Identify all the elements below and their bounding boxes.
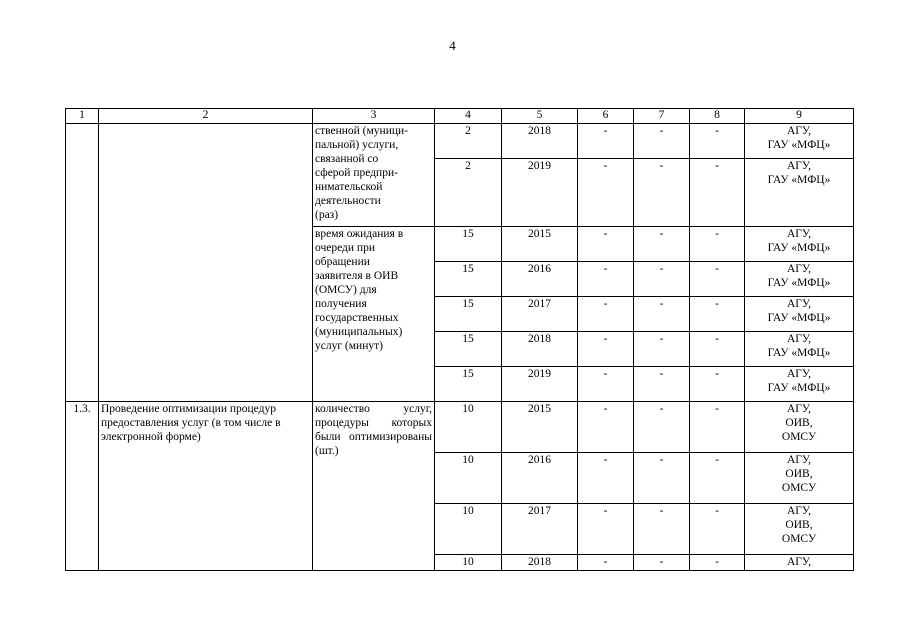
year-cell: 2016 xyxy=(502,262,578,297)
value-cell: - xyxy=(690,555,745,571)
executor-cell: АГУ, ГАУ «МФЦ» xyxy=(745,332,854,367)
executor-cell: АГУ, ОИВ, ОМСУ xyxy=(745,453,854,504)
value-cell: - xyxy=(578,227,634,262)
header-cell: 3 xyxy=(313,109,435,124)
value-cell: - xyxy=(690,262,745,297)
target-value-cell: 10 xyxy=(435,504,502,555)
target-value-cell: 10 xyxy=(435,555,502,571)
year-cell: 2017 xyxy=(502,297,578,332)
section-number-cell: 1.3. xyxy=(66,402,99,571)
value-cell: - xyxy=(634,367,690,402)
executor-cell: АГУ, ГАУ «МФЦ» xyxy=(745,159,854,227)
year-cell: 2018 xyxy=(502,124,578,159)
page-number: 4 xyxy=(449,38,456,53)
value-cell: - xyxy=(578,124,634,159)
number-cell xyxy=(66,124,99,402)
year-cell: 2019 xyxy=(502,367,578,402)
value-cell: - xyxy=(578,297,634,332)
target-value-cell: 15 xyxy=(435,227,502,262)
indicator-cell: ственной (муници- пальной) услуги, связанной со сферой предпри- нимательской деятельности (раз) xyxy=(313,124,435,227)
value-cell: - xyxy=(634,504,690,555)
executor-cell: АГУ, ГАУ «МФЦ» xyxy=(745,124,854,159)
value-cell: - xyxy=(634,555,690,571)
value-cell: - xyxy=(634,402,690,453)
measure-cell xyxy=(99,124,313,402)
table-row xyxy=(66,402,854,453)
target-value-cell: 2 xyxy=(435,159,502,227)
header-row xyxy=(66,109,854,124)
value-cell: - xyxy=(690,402,745,453)
value-cell: - xyxy=(634,227,690,262)
header-cell: 4 xyxy=(435,109,502,124)
table-row xyxy=(66,124,854,159)
header-cell: 5 xyxy=(502,109,578,124)
value-cell: - xyxy=(690,227,745,262)
value-cell: - xyxy=(578,555,634,571)
value-cell: - xyxy=(634,453,690,504)
value-cell: - xyxy=(578,453,634,504)
value-cell: - xyxy=(690,332,745,367)
header-cell: 8 xyxy=(690,109,745,124)
header-cell: 6 xyxy=(578,109,634,124)
measure-cell: Проведение оптимизации процедур предоставления услуг (в том числе в электронной форме) xyxy=(99,402,313,571)
value-cell: - xyxy=(578,504,634,555)
target-value-cell: 15 xyxy=(435,332,502,367)
year-cell: 2015 xyxy=(502,402,578,453)
year-cell: 2016 xyxy=(502,453,578,504)
year-cell: 2018 xyxy=(502,555,578,571)
target-value-cell: 15 xyxy=(435,297,502,332)
value-cell: - xyxy=(578,367,634,402)
target-value-cell: 2 xyxy=(435,124,502,159)
value-cell: - xyxy=(578,159,634,227)
value-cell: - xyxy=(578,402,634,453)
program-table xyxy=(65,108,854,571)
value-cell: - xyxy=(690,124,745,159)
value-cell: - xyxy=(690,159,745,227)
executor-cell: АГУ, ГАУ «МФЦ» xyxy=(745,297,854,332)
value-cell: - xyxy=(634,297,690,332)
year-cell: 2015 xyxy=(502,227,578,262)
value-cell: - xyxy=(634,124,690,159)
value-cell: - xyxy=(690,367,745,402)
executor-cell: АГУ, ГАУ «МФЦ» xyxy=(745,227,854,262)
target-value-cell: 10 xyxy=(435,453,502,504)
value-cell: - xyxy=(578,262,634,297)
year-cell: 2019 xyxy=(502,159,578,227)
indicator-cell: количество услуг, процедуры которых были оптимизированы (шт.) xyxy=(313,402,435,571)
value-cell: - xyxy=(690,297,745,332)
indicator-cell: время ожидания в очереди при обращении заявителя в ОИВ (ОМСУ) для получения государственных (муниципальных) услуг (минут) xyxy=(313,227,435,402)
target-value-cell: 10 xyxy=(435,402,502,453)
value-cell: - xyxy=(634,262,690,297)
executor-cell: АГУ, ГАУ «МФЦ» xyxy=(745,367,854,402)
value-cell: - xyxy=(578,332,634,367)
value-cell: - xyxy=(690,504,745,555)
header-cell: 9 xyxy=(745,109,854,124)
executor-cell: АГУ, xyxy=(745,555,854,571)
value-cell: - xyxy=(634,159,690,227)
executor-cell: АГУ, ОИВ, ОМСУ xyxy=(745,402,854,453)
value-cell: - xyxy=(634,332,690,367)
target-value-cell: 15 xyxy=(435,367,502,402)
value-cell: - xyxy=(690,453,745,504)
header-cell: 1 xyxy=(66,109,99,124)
year-cell: 2017 xyxy=(502,504,578,555)
header-cell: 7 xyxy=(634,109,690,124)
target-value-cell: 15 xyxy=(435,262,502,297)
year-cell: 2018 xyxy=(502,332,578,367)
header-cell: 2 xyxy=(99,109,313,124)
executor-cell: АГУ, ОИВ, ОМСУ xyxy=(745,504,854,555)
executor-cell: АГУ, ГАУ «МФЦ» xyxy=(745,262,854,297)
